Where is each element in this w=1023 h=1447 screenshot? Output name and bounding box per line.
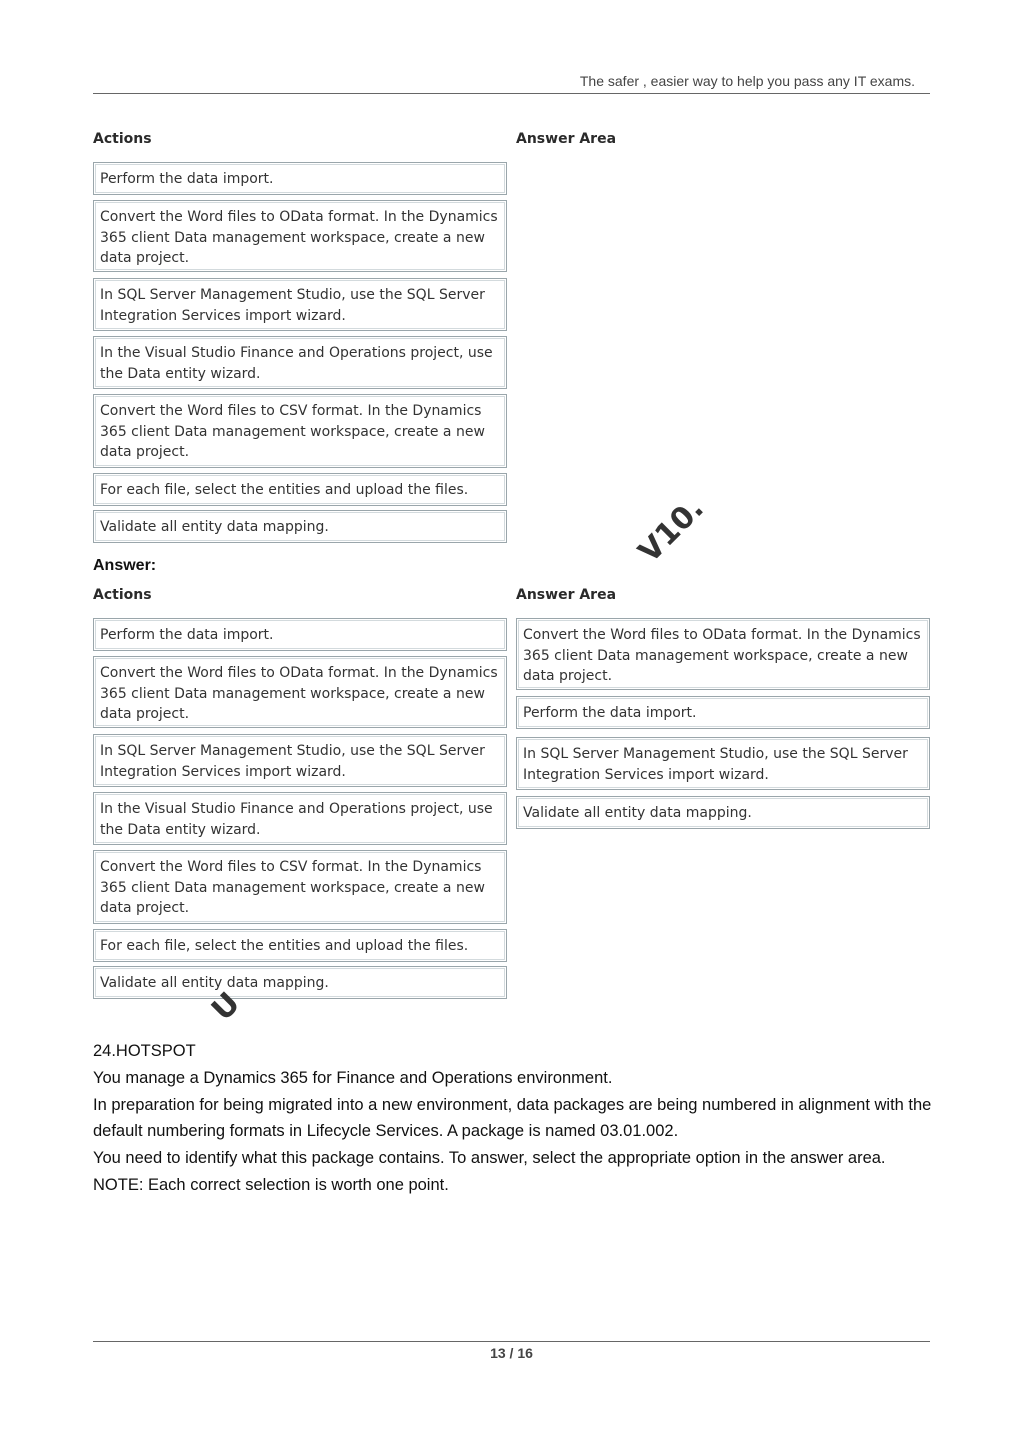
answer-area-heading: Answer Area: [516, 587, 617, 603]
action-item[interactable]: In SQL Server Management Studio, use the SQL Server Integration Services import wizard.: [93, 278, 507, 331]
question-text: [93, 1038, 933, 1199]
answer-area-item[interactable]: Validate all entity data mapping.: [516, 796, 930, 829]
action-item[interactable]: Validate all entity data mapping.: [93, 510, 507, 543]
question-line: You need to identify what this package contains. To answer, select the appropriate option in the answer area. NOTE: Each correct selection is worth one point.: [93, 1149, 886, 1194]
answer-label: Answer:: [93, 557, 157, 574]
answer-area-item[interactable]: Perform the data import.: [516, 696, 930, 729]
footer-rule: [93, 1341, 930, 1342]
action-item[interactable]: In the Visual Studio Finance and Operations project, use the Data entity wizard.: [93, 336, 507, 389]
question-line: In preparation for being migrated into a new environment, data packages are being numbered in alignment with the default numbering formats in Lifecycle Services. A package is named 03.01.002.: [93, 1095, 932, 1141]
question-line: You manage a Dynamics 365 for Finance and Operations environment.: [93, 1068, 613, 1087]
answer-area-heading: Answer Area: [516, 131, 617, 147]
action-item[interactable]: For each file, select the entities and upload the files.: [93, 929, 507, 962]
header-tagline: The safer , easier way to help you pass any IT exams.: [579, 73, 915, 89]
action-item[interactable]: Perform the data import.: [93, 162, 507, 195]
question-number: 24.HOTSPOT: [93, 1042, 196, 1060]
action-item[interactable]: Validate all entity data mapping.: [93, 966, 507, 999]
action-item[interactable]: For each file, select the entities and upload the files.: [93, 473, 507, 506]
action-item[interactable]: Convert the Word files to CSV format. In the Dynamics 365 client Data management workspace, create a new data project.: [93, 394, 507, 468]
page-number: 13 / 16: [490, 1345, 533, 1361]
answer-area-item[interactable]: In SQL Server Management Studio, use the SQL Server Integration Services import wizard.: [516, 737, 930, 790]
action-item[interactable]: In the Visual Studio Finance and Operations project, use the Data entity wizard.: [93, 792, 507, 845]
action-item[interactable]: Convert the Word files to OData format. In the Dynamics 365 client Data management workspace, create a new data project.: [93, 656, 507, 728]
action-item[interactable]: Convert the Word files to OData format. In the Dynamics 365 client Data management workspace, create a new data project.: [93, 200, 507, 272]
watermark-upper: V10.: [632, 490, 711, 570]
action-item[interactable]: Convert the Word files to CSV format. In the Dynamics 365 client Data management workspace, create a new data project.: [93, 850, 507, 924]
answer-area-item[interactable]: Convert the Word files to OData format. In the Dynamics 365 client Data management workspace, create a new data project.: [516, 618, 930, 690]
action-item[interactable]: Perform the data import.: [93, 618, 507, 651]
watermark-lower: U: [205, 985, 247, 1028]
actions-heading: Actions: [93, 131, 152, 147]
header-rule: [93, 93, 930, 94]
action-item[interactable]: In SQL Server Management Studio, use the SQL Server Integration Services import wizard.: [93, 734, 507, 787]
actions-heading: Actions: [93, 587, 152, 603]
